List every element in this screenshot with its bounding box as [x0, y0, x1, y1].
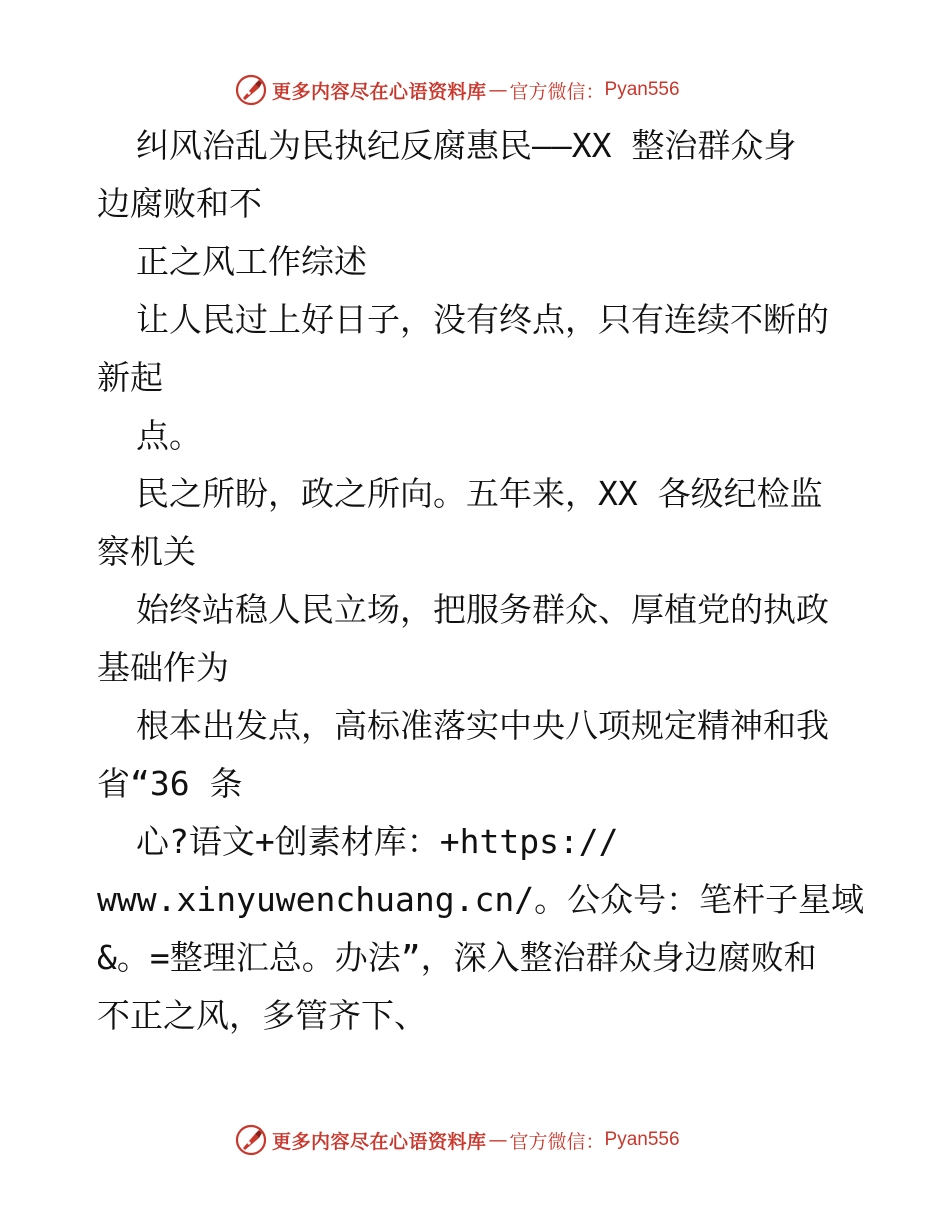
text-line-9: 始终站稳人民立场，把服务群众、厚植党的执政: [136, 590, 829, 629]
banner-site-text: 更多内容尽在心语资料库: [272, 80, 487, 103]
text-line-13: 心?语文+创素材库：+https://: [136, 822, 619, 861]
header-watermark-banner: [234, 72, 680, 108]
text-line-16: 不正之风，多管齐下、: [97, 996, 427, 1035]
banner-dash: —: [488, 1129, 508, 1151]
text-line-11: 根本出发点，高标准落实中央八项规定精神和我: [136, 706, 829, 745]
text-line-15: &。=整理汇总。办法”，深入整治群众身边腐败和: [97, 938, 817, 977]
pen-nib-logo-icon: [234, 73, 268, 107]
banner-wechat-label: 官方微信：: [509, 1130, 605, 1153]
banner-wechat-id: Pyan556: [604, 1129, 680, 1150]
banner-wechat-id: Pyan556: [604, 79, 680, 100]
pen-nib-logo-icon: [234, 1123, 268, 1157]
text-line-14: www.xinyuwenchuang.cn/。公众号：笔杆子星域: [97, 880, 865, 919]
text-line-2: 边腐败和不: [97, 184, 262, 223]
text-line-12: 省“36 条: [97, 764, 243, 803]
footer-watermark-banner: [234, 1122, 680, 1158]
text-line-5: 新起: [97, 358, 163, 397]
banner-site-text: 更多内容尽在心语资料库: [272, 1130, 487, 1153]
text-line-6: 点。: [136, 416, 202, 455]
banner-dash: —: [488, 79, 508, 101]
text-line-4: 让人民过上好日子，没有终点，只有连续不断的: [136, 300, 829, 339]
banner-wechat-label: 官方微信：: [509, 80, 605, 103]
text-line-1: 纠风治乱为民执纪反腐惠民——XX 整治群众身: [136, 126, 797, 165]
text-line-10: 基础作为: [97, 648, 229, 687]
text-line-8: 察机关: [97, 532, 196, 571]
text-line-3: 正之风工作综述: [136, 242, 367, 281]
text-line-7: 民之所盼，政之所向。五年来，XX 各级纪检监: [136, 474, 823, 513]
